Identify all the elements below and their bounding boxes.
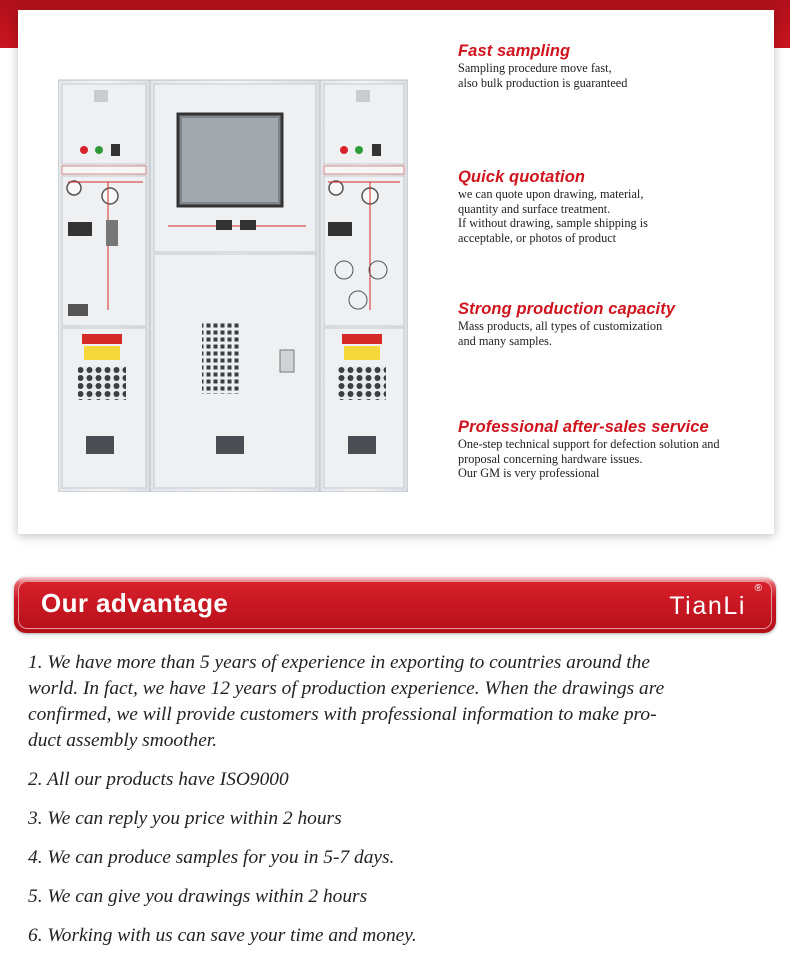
feature-text: acceptable, or photos of product: [458, 230, 617, 245]
feature-title: Strong production capacity: [458, 300, 676, 318]
advantage-text: world. In fact, we have 12 years of production experience. When the drawings are: [28, 678, 665, 699]
registered-mark: ®: [754, 583, 762, 594]
feature-fast-sampling: [458, 42, 778, 90]
advantage-text: 1. We have more than 5 years of experience in exporting to countries around the: [28, 652, 650, 673]
feature-title: Fast sampling: [458, 42, 571, 60]
feature-text: quantity and surface treatment.: [458, 201, 611, 216]
advantage-banner: [14, 577, 776, 633]
feature-text: If without drawing, sample shipping is: [458, 216, 648, 231]
advantage-item: 2. All our products have ISO9000: [28, 769, 289, 790]
switchgear-cabinet-image: [58, 70, 408, 492]
feature-text: also bulk production is guaranteed: [458, 75, 628, 90]
feature-text: we can quote upon drawing, material,: [458, 187, 644, 201]
feature-text: Our GM is very professional: [458, 466, 600, 481]
advantage-item: 4. We can produce samples for you in 5-7 days.: [28, 847, 395, 868]
advantages-list: [28, 650, 768, 949]
advantage-item: [28, 650, 768, 754]
brand-logo: TianLi: [669, 592, 746, 620]
feature-text: One-step technical support for defection solution and: [458, 437, 720, 451]
advantage-item: 3. We can reply you price within 2 hours: [28, 808, 342, 829]
feature-text: and many samples.: [458, 333, 552, 348]
advantage-text: confirmed, we will provide customers with professional information to make pro-: [28, 704, 657, 725]
feature-production-capacity: [458, 300, 778, 348]
feature-after-sales: [458, 418, 778, 481]
feature-text: Sampling procedure move fast,: [458, 61, 612, 75]
feature-text: Mass products, all types of customization: [458, 319, 663, 333]
advantage-item: 5. We can give you drawings within 2 hours: [28, 886, 368, 907]
feature-quick-quotation: [458, 168, 778, 245]
product-card: [18, 10, 774, 534]
feature-title: Professional after-sales service: [458, 418, 709, 436]
advantage-text: duct assembly smoother.: [28, 730, 218, 751]
feature-text: proposal concerning hardware issues.: [458, 451, 643, 466]
banner-title: Our advantage: [41, 588, 229, 618]
advantage-item: 6. Working with us can save your time and money.: [28, 925, 417, 946]
feature-title: Quick quotation: [458, 168, 586, 186]
